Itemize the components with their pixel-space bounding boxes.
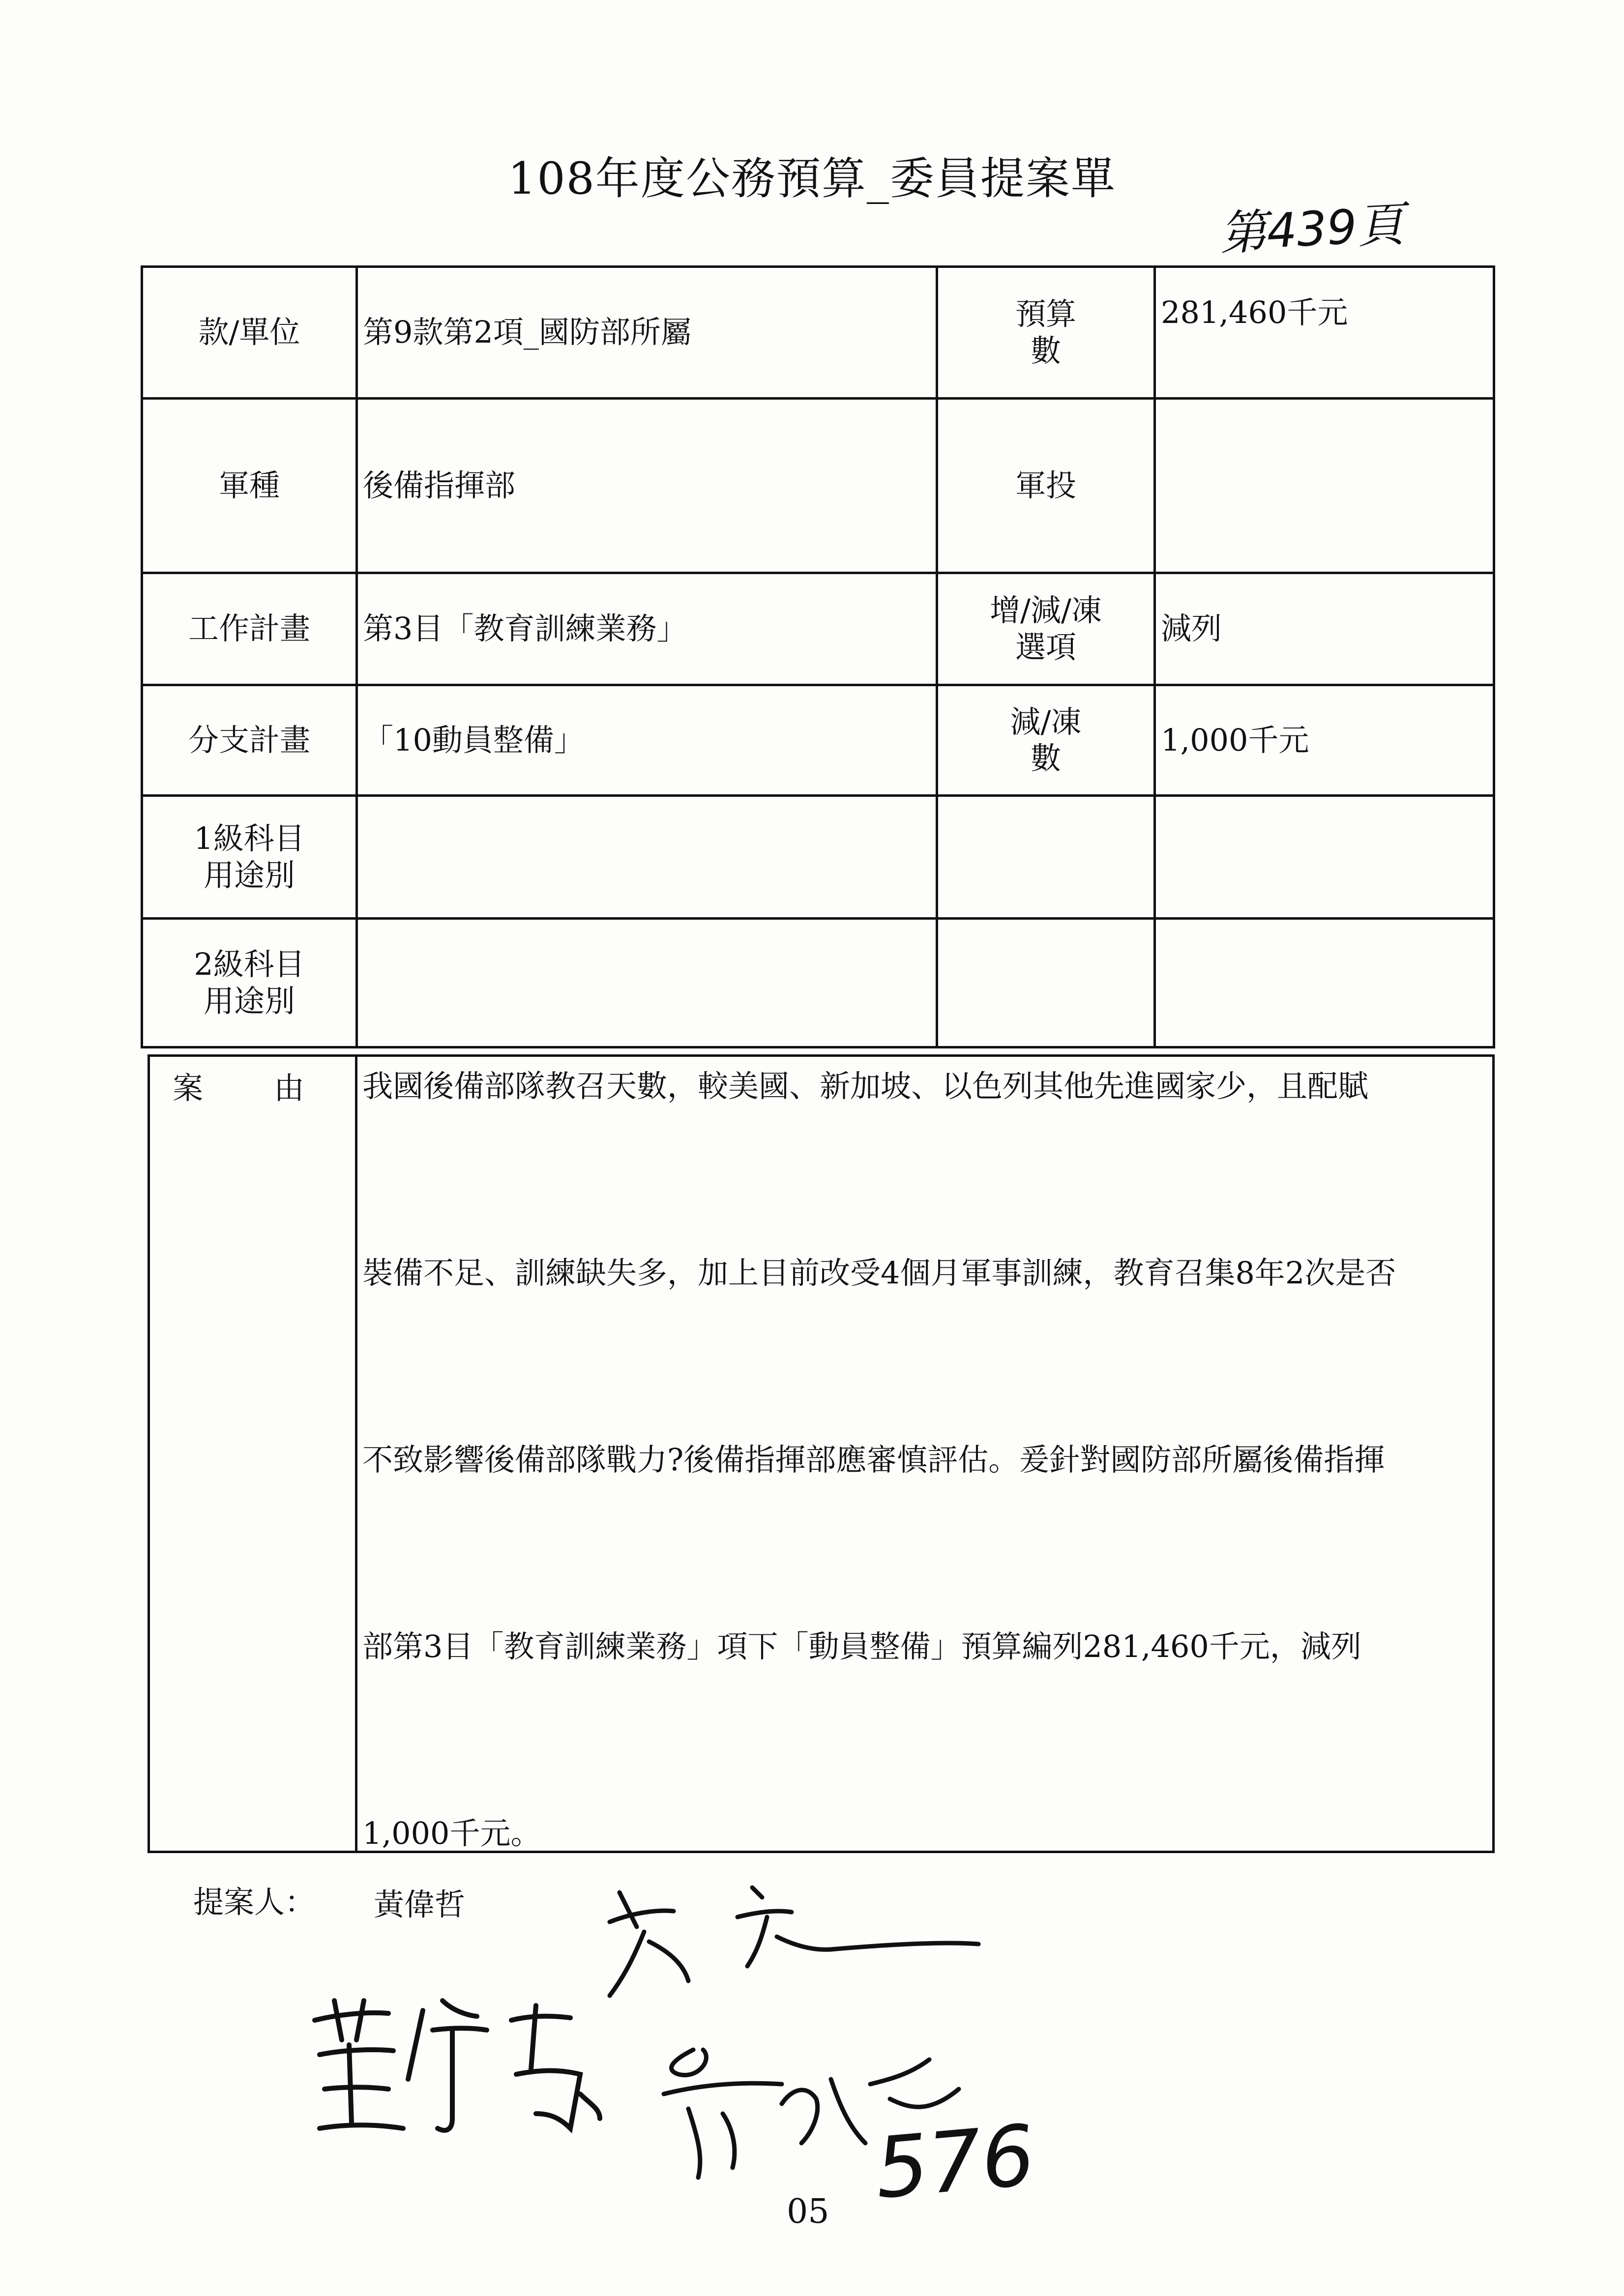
unit-label: 款/單位 [142, 267, 357, 399]
reason-line: 我國後備部隊教召天數，較美國、新加坡、以色列其他先進國家少，且配賦 [362, 1068, 1369, 1104]
service-value: 後備指揮部 [357, 399, 937, 573]
proposer-label: 提案人： [193, 1884, 316, 1920]
form-row-work-plan [142, 573, 1494, 685]
signature-1 [590, 1863, 993, 2010]
form-row-service [142, 399, 1494, 573]
military-investment-label: 軍投 [937, 399, 1155, 573]
proposer-name: 黃偉哲 [374, 1887, 466, 1922]
budget-amount-value: 281,460千元 [1155, 267, 1494, 399]
form-row-level1 [142, 796, 1494, 919]
work-plan-value: 第3目「教育訓練業務」 [357, 573, 937, 685]
reason-label [150, 1057, 357, 1851]
military-investment-value [1155, 399, 1494, 573]
reason-line: 部第3目「教育訓練業務」項下「動員整備」預算編列281,460千元，減列 [362, 1628, 1361, 1664]
document-title: 108年度公務預算_委員提案單 [508, 153, 1116, 204]
form-row-level2 [142, 919, 1494, 1047]
reason-line: 裝備不足、訓練缺失多，加上目前改受4個月軍事訓練，教育召集8年2次是否 [362, 1255, 1396, 1291]
budget-amount-label [937, 267, 1155, 399]
form-row-unit [142, 267, 1494, 399]
option-value: 減列 [1155, 573, 1494, 685]
reason-label-left: 案 [173, 1070, 204, 1106]
service-label: 軍種 [142, 399, 357, 573]
level1-value [357, 796, 937, 919]
handwritten-page-note: 第439頁 [1218, 197, 1406, 262]
work-plan-label: 工作計畫 [142, 573, 357, 685]
page-number: 05 [787, 2192, 829, 2231]
sub-plan-label: 分支計畫 [142, 685, 357, 796]
level1-label2 [937, 796, 1155, 919]
proposal-form-table [141, 265, 1495, 1048]
handwritten-number: 576 [871, 2107, 1039, 2218]
level2-label [142, 919, 357, 1047]
unit-value: 第9款第2項_國防部所屬 [357, 267, 937, 399]
reduction-amount-label-text: 減/凍 數 [1010, 703, 1082, 776]
level2-value [357, 919, 937, 1047]
level1-value2 [1155, 796, 1494, 919]
option-label [937, 573, 1155, 685]
budget-amount-label-text: 預算 數 [1015, 296, 1076, 369]
reason-section [148, 1054, 1495, 1853]
option-label-text: 增/減/凍 選項 [990, 592, 1102, 665]
level2-label-text: 2級科目 用途別 [194, 946, 305, 1019]
form-row-sub-plan [142, 685, 1494, 796]
level2-value2 [1155, 919, 1494, 1047]
sub-plan-value: 「10動員整備」 [357, 685, 937, 796]
reduction-amount-value: 1,000千元 [1155, 685, 1494, 796]
reason-line: 1,000千元。 [362, 1815, 541, 1851]
reduction-amount-label [937, 685, 1155, 796]
reason-label-right: 由 [274, 1070, 305, 1106]
level1-label [142, 796, 357, 919]
signature-huang-weizhe [305, 1981, 610, 2148]
level2-label2 [937, 919, 1155, 1047]
level1-label-text: 1級科目 用途別 [194, 820, 305, 893]
reason-line: 不致影響後備部隊戰力?後備指揮部應審慎評估。爰針對國防部所屬後備指揮 [362, 1442, 1385, 1478]
